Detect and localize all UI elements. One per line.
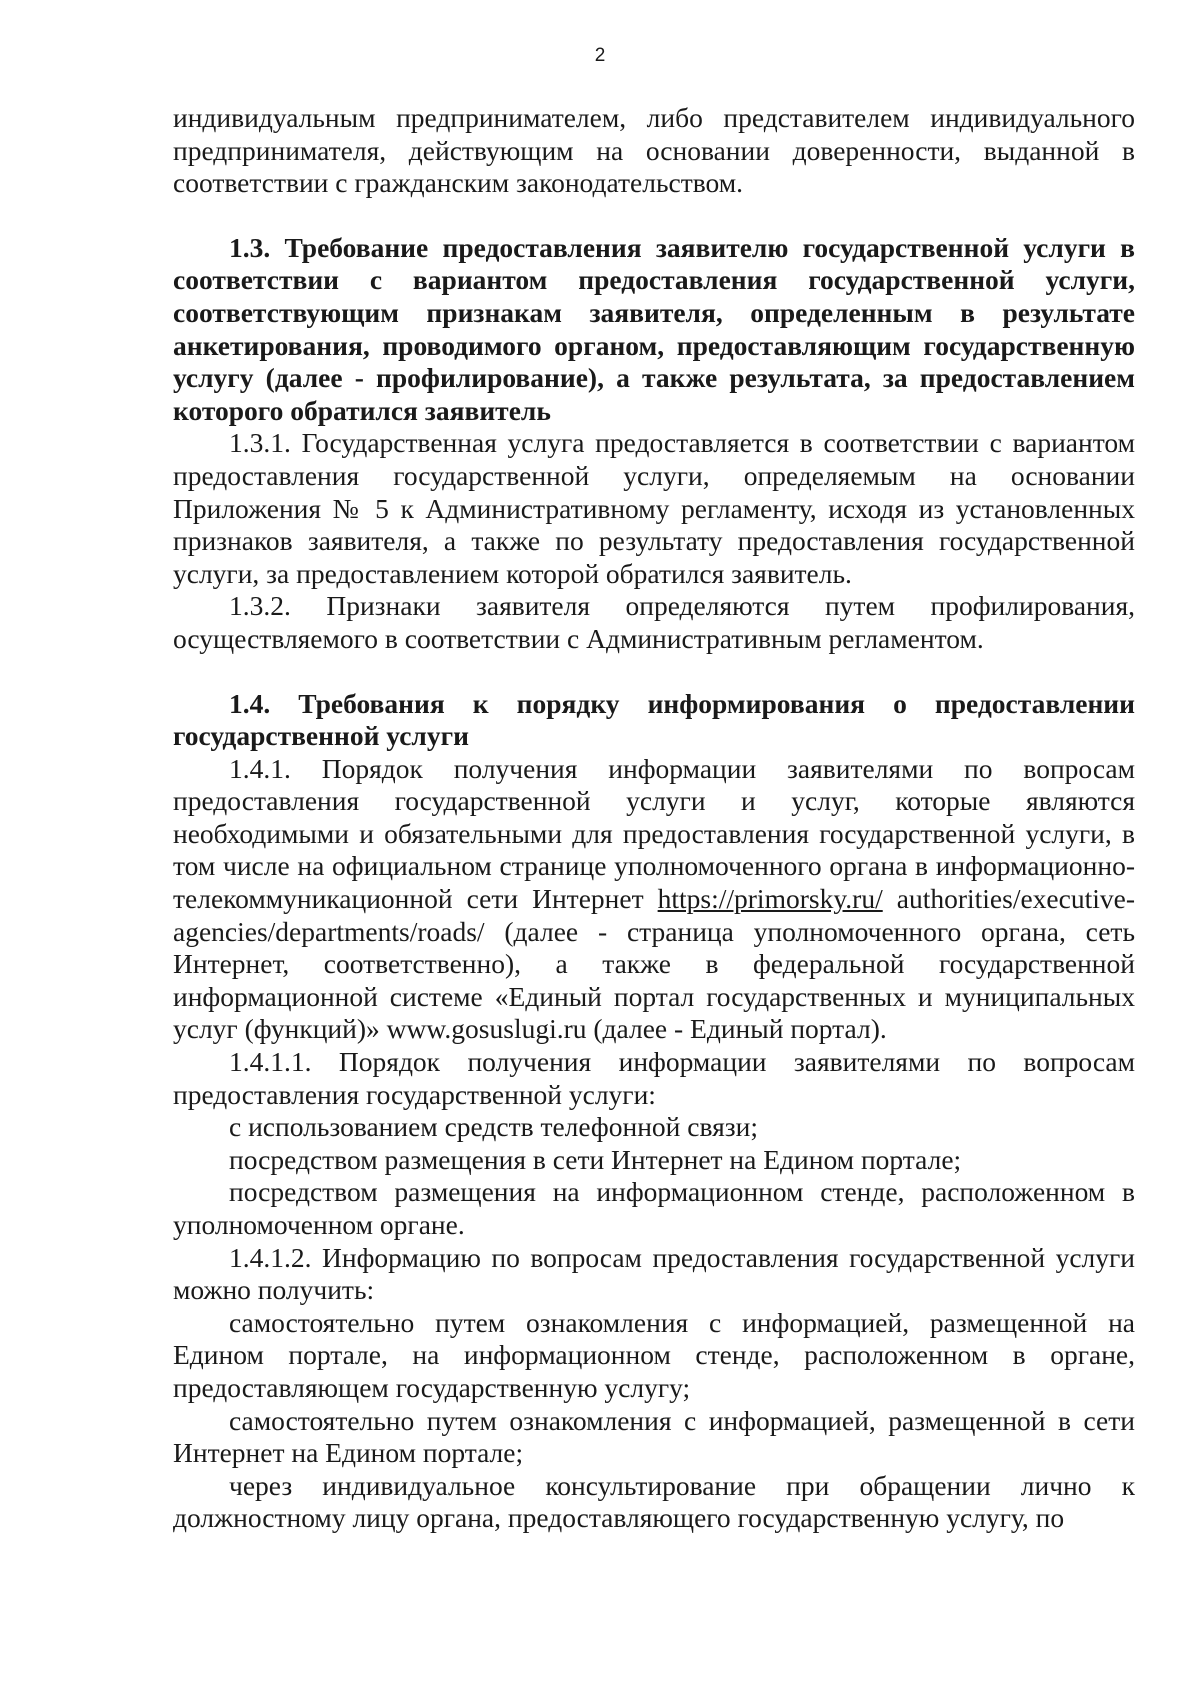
intro-paragraph: индивидуальным предпринимателем, либо представителем индивидуального предпринимателя, действующим на основании доверенности, выданной в соответствии с гражданским законодательством.: [173, 102, 1135, 199]
paragraph-1-3-1: 1.3.1. Государственная услуга предоставляется в соответствии с вариантом предоставления государственной услуги, определяемым на основании Приложения № 5 к Административному регламенту, исходя из установленных признаков заявителя, а также по результату предоставления государственной услуги, за предоставлением которой обратился заявитель.: [173, 427, 1135, 589]
section-1-4-heading: 1.4. Требования к порядку информирования о предоставлении государственной услуги: [173, 687, 1135, 752]
paragraph-1-3-2: 1.3.2. Признаки заявителя определяются путем профилирования, осуществляемого в соответствии с Административным регламентом.: [173, 590, 1135, 654]
list-item-consult: через индивидуальное консультирование при обращении лично к должностному лицу органа, предоставляющего государственную услугу, по: [173, 1469, 1135, 1534]
page-number: 2: [594, 45, 606, 66]
paragraph-1-4-1-2: 1.4.1.2. Информацию по вопросам предоставления государственной услуги можно получить:: [173, 1241, 1135, 1306]
list-item-phone: с использованием средств телефонной связи;: [229, 1111, 758, 1143]
paragraph-1-4-1-text-start: 1.4.1. Порядок получения информации заявителями по вопросам предоставления государственной услуги и услуг, которые являются необходимыми и обязательными для предоставления государственной услуги, в том числе на официальном странице уполномоченного органа в информационно-телекоммуникационной сети Интернет: [173, 752, 1135, 915]
list-item-self-internet: самостоятельно путем ознакомления с информацией, размещенной в сети Интернет на Едином портале;: [173, 1404, 1135, 1469]
list-item-stand: посредством размещения на информационном стенде, расположенном в уполномоченном органе.: [173, 1176, 1135, 1240]
paragraph-1-4-1-1: 1.4.1.1. Порядок получения информации заявителями по вопросам предоставления государственной услуги:: [173, 1046, 1135, 1110]
list-item-self-portal-stand: самостоятельно путем ознакомления с информацией, размещенной на Едином портале, на информационном стенде, расположенном в органе, предоставляющем государственную услугу;: [173, 1306, 1135, 1403]
list-item-internet: посредством размещения в сети Интернет на Едином портале;: [229, 1143, 962, 1175]
paragraph-1-4-1-text-end: authorities/executive-agencies/departments/roads/ (далее - страница уполномоченного органа, сеть Интернет, соответственно), а также в федеральной государственной информационной системе «Единый портал государственных и муниципальных услуг (функций)» www.gosuslugi.ru (далее - Единый портал).: [173, 883, 1135, 1045]
primorsky-link[interactable]: https://primorsky.ru/: [657, 883, 883, 915]
section-1-3-heading: 1.3. Требование предоставления заявителю государственной услуги в соответствии с вариантом предоставления государственной услуги, соответствующим признакам заявителя, определенным в результате анкетирования, проводимого органом, предоставляющим государственную услугу (далее - профилирование), а также результата, за предоставлением которого обратился заявитель: [173, 231, 1135, 426]
document-body: [173, 102, 1135, 1535]
paragraph-1-4-1: [173, 753, 1135, 1046]
